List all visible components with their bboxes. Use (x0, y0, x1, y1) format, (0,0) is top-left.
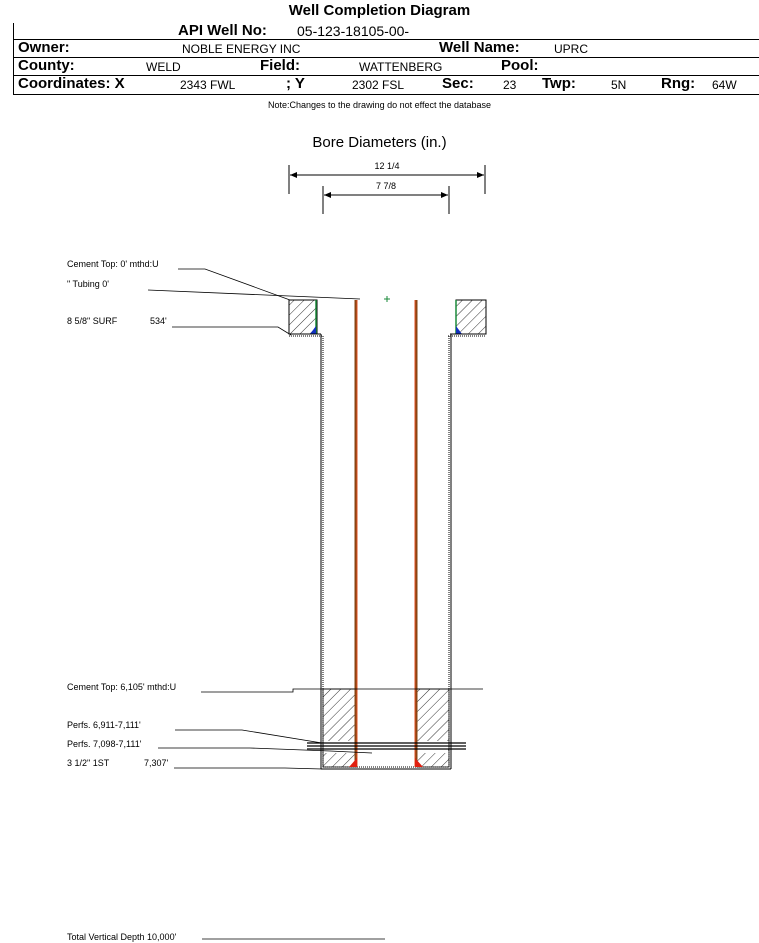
api-label: API Well No: (178, 22, 267, 39)
callout-cement-top-surface: Cement Top: 0' mthd:U (67, 259, 159, 269)
note-text: Note:Changes to the drawing do not effect the database (268, 100, 491, 110)
production-cement-left (323, 689, 357, 767)
surface-cement-left (289, 300, 317, 334)
callout-perfs-1: Perfs. 6,911-7,111' (67, 720, 141, 730)
production-casing-left (356, 300, 357, 767)
coord-x-value: 2343 FWL (180, 78, 236, 92)
bore-diameters-title: Bore Diameters (in.) (312, 134, 447, 151)
diagram-title: Well Completion Diagram (288, 2, 471, 19)
county-label: County: (18, 57, 75, 74)
owner-value: NOBLE ENERGY INC (182, 42, 301, 56)
callout-total-depth: Total Vertical Depth 10,000' (67, 932, 177, 942)
bore-diameter-outer-label: 12 1/4 (374, 161, 400, 171)
callout-prod-casing: 3 1/2" 1ST (67, 758, 110, 768)
rng-value: 64W (712, 78, 737, 92)
field-value: WATTENBERG (359, 60, 443, 74)
field-label: Field: (260, 57, 300, 74)
coord-y-value: 2302 FSL (352, 78, 405, 92)
bore-diameter-inner-label: 7 7/8 (375, 181, 397, 191)
sec-value: 23 (503, 78, 517, 92)
callout-tubing: " Tubing 0' (67, 279, 109, 289)
borehole-walls (289, 334, 486, 769)
owner-label: Owner: (18, 39, 70, 56)
surface-cement-right (456, 300, 486, 334)
bore-dimension-inner (323, 186, 449, 214)
bore-dimension-outer (289, 165, 485, 194)
callout-surface-casing-depth: 534' (150, 316, 167, 326)
pool-label: Pool: (501, 57, 539, 74)
rng-label: Rng: (661, 75, 696, 92)
production-cement-right (417, 689, 449, 767)
twp-value: 5N (611, 78, 627, 92)
county-value: WELD (146, 60, 181, 74)
callout-surface-casing: 8 5/8" SURF (67, 316, 118, 326)
callout-perfs-2: Perfs. 7,098-7,111' (67, 739, 142, 749)
callout-cement-top-prod: Cement Top: 6,105' mthd:U (67, 682, 177, 692)
well-name-label: Well Name: (439, 39, 520, 56)
sec-label: Sec: (442, 75, 474, 92)
callout-prod-casing-depth: 7,307' (144, 758, 169, 768)
twp-label: Twp: (542, 75, 576, 92)
api-value: 05-123-18105-00- (297, 23, 410, 39)
production-casing-right (415, 300, 416, 767)
coord-y-label: ; Y (286, 75, 305, 92)
coord-x-label: Coordinates: X (18, 75, 125, 92)
well-name-value: UPRC (554, 42, 589, 56)
leader-lines (148, 269, 483, 939)
